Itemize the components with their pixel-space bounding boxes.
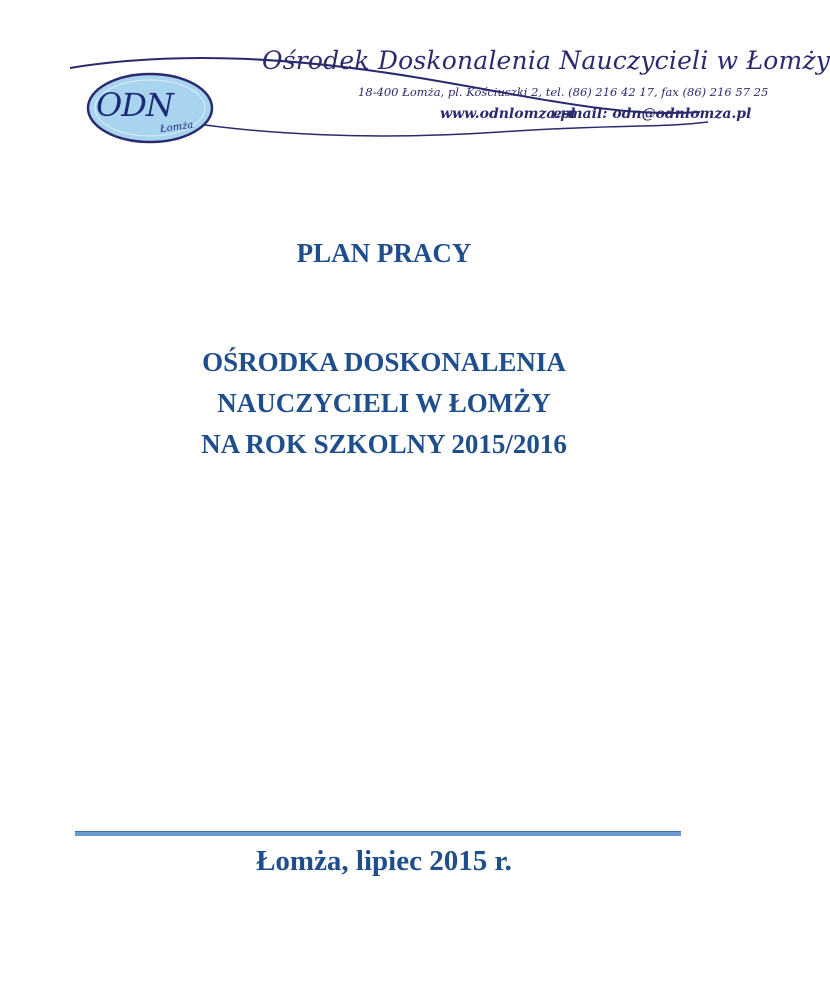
document-subtitle	[0, 342, 768, 465]
organization-address: 18-400 Łomża, pl. Kościuszki 2, tel. (86) 216 42 17, fax (86) 216 57 25	[358, 85, 769, 99]
logo-text: ODN	[96, 86, 173, 124]
organization-name: Ośrodek Doskonalenia Nauczycieli w Łomży	[262, 46, 830, 75]
document-footer: Łomża, lipiec 2015 r.	[256, 845, 512, 877]
subtitle-line: NA ROK SZKOLNY 2015/2016	[201, 429, 567, 459]
subtitle-line: OŚRODKA DOSKONALENIA	[202, 347, 566, 377]
footer-divider	[75, 831, 681, 836]
website-link[interactable]: www.odnlomza.pl	[440, 106, 576, 122]
letterhead-graphic	[0, 0, 768, 160]
document-title: PLAN PRACY	[296, 238, 472, 268]
email-link[interactable]: e-mail: odn@odnlomza.pl	[553, 106, 752, 122]
subtitle-line: NAUCZYCIELI W ŁOMŻY	[217, 388, 551, 418]
letterhead	[0, 0, 830, 160]
logo-subtext: Łomża	[159, 119, 195, 136]
